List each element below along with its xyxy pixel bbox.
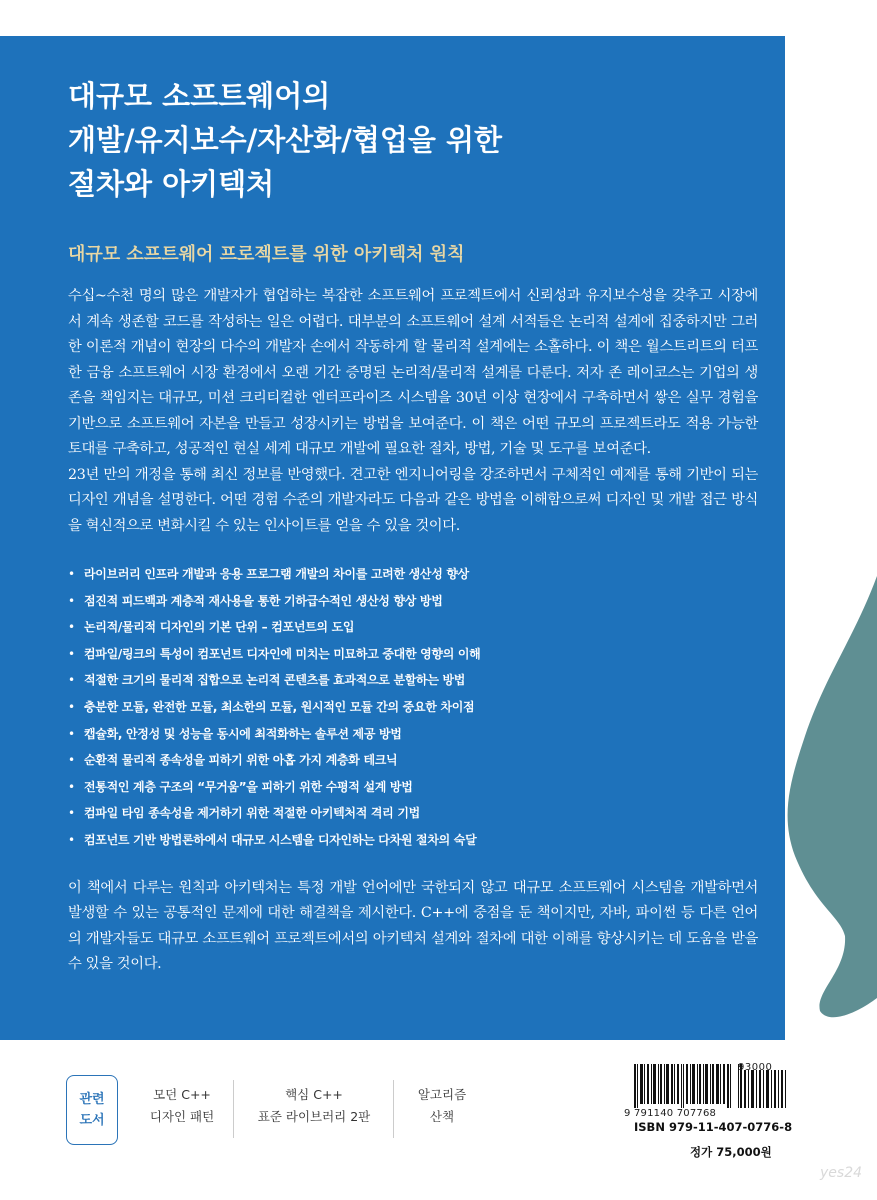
divider bbox=[393, 1080, 394, 1138]
barcode-digits: 9 791140 707768 bbox=[624, 1108, 717, 1119]
related-book[interactable] bbox=[146, 1084, 218, 1128]
closing-paragraph: 이 책에서 다루는 원칙과 아키텍처는 특정 개발 언어에만 국한되지 않고 대규모 소프트웨어 시스템을 개발하면서 발생할 수 있는 공통적인 문제에 대한 해결책을 제시한다. C++에 중점을 둔 책이지만, 자바, 파이썬 등 다른 언어의 개발자들도 대규모 소프트웨어 프로젝트에서의 아키텍처 설계와 절차에 대한 이해를 향상시키는 데 도움을 받을 수 있을 것이다. bbox=[68, 879, 758, 973]
related-book[interactable] bbox=[246, 1084, 382, 1128]
related-book-line: 표준 라이브러리 2판 bbox=[257, 1109, 371, 1124]
feature-item: • 충분한 모듈, 완전한 모듈, 최소한의 모듈, 원시적인 모듈 간의 중요한 차이점 bbox=[68, 694, 758, 721]
feature-item: • 라이브러리 인프라 개발과 응용 프로그램 개발의 차이를 고려한 생산성 향상 bbox=[68, 561, 758, 588]
feature-item: • 순환적 물리적 종속성을 피하기 위한 아홉 가지 계층화 테크닉 bbox=[68, 747, 758, 774]
feature-item: • 점진적 피드백과 계층적 재사용을 통한 기하급수적인 생산성 향상 방법 bbox=[68, 588, 758, 615]
related-books-label bbox=[66, 1075, 118, 1145]
price: 정가 75,000원 bbox=[690, 1145, 772, 1159]
decorative-shape bbox=[785, 36, 877, 1040]
book-title-line: 대규모 소프트웨어의 bbox=[68, 79, 331, 113]
related-book[interactable] bbox=[406, 1084, 478, 1128]
feature-item: • 전통적인 계층 구조의 “무거움”을 피하기 위한 수평적 설계 방법 bbox=[68, 774, 758, 801]
related-book-line: 알고리즘 bbox=[417, 1087, 467, 1102]
book-title-line: 개발/유지보수/자산화/협업을 위한 bbox=[68, 123, 503, 157]
related-book-line: 디자인 패턴 bbox=[149, 1109, 215, 1124]
description bbox=[68, 284, 758, 539]
description-paragraph: 수십~수천 명의 많은 개발자가 협업하는 복잡한 소프트웨어 프로젝트에서 신뢰성과 유지보수성을 갖추고 시장에서 계속 생존할 코드를 작성하는 일은 어렵다. 대부분의 소프트웨어 설계 서적들은 논리적 설계에 집중하지만 그러한 이론적 개념이 현장의 다수의 개발자 손에서 작동하게 할 물리적 설계에는 소홀하다. 이 책은 월스트리트의 터프한 금융 소프트웨어 시장 환경에서 오랜 기간 증명된 논리적/물리적 설계를 다룬다. 저자 존 레이코스는 기업의 생존을 책임지는 대규모, 미션 크리티컬한 엔터프라이즈 시스템을 30년 이상 현장에서 구축하면서 쌓은 실무 경험을 기반으로 소프트웨어 자본을 만들고 성장시키는 방법을 보여준다. 이 책은 어떤 규모의 프로젝트라도 적용 가능한 토대를 구축하고, 성공적인 현실 세계 대규모 개발에 필요한 절차, 방법, 기술 및 도구를 보여준다. bbox=[68, 288, 758, 457]
cover-content bbox=[68, 36, 758, 978]
book-title bbox=[68, 74, 758, 206]
divider bbox=[233, 1080, 234, 1138]
book-subtitle: 대규모 소프트웨어 프로젝트를 위한 아키텍처 원칙 bbox=[68, 244, 465, 265]
description-paragraph: 23년 만의 개정을 통해 최신 정보를 반영했다. 견고한 엔지니어링을 강조하면서 구체적인 예제를 통해 기반이 되는 디자인 개념을 설명한다. 어떤 경험 수준의 개발자라도 다음과 같은 방법을 이해함으로써 디자인 및 개발 접근 방식을 혁신적으로 변화시킬 수 있는 인사이트를 얻을 수 있을 것이다. bbox=[68, 466, 758, 534]
feature-item: • 컴포넌트 기반 방법론하에서 대규모 시스템을 디자인하는 다차원 절차의 숙달 bbox=[68, 827, 758, 854]
feature-item: • 캡슐화, 안정성 및 성능을 동시에 최적화하는 솔루션 제공 방법 bbox=[68, 721, 758, 748]
related-book-line: 산책 bbox=[429, 1109, 455, 1124]
book-title-line: 절차와 아키텍처 bbox=[68, 167, 275, 201]
related-label-line: 관련 bbox=[79, 1092, 105, 1107]
feature-item: • 논리적/물리적 디자인의 기본 단위 – 컴포넌트의 도입 bbox=[68, 614, 758, 641]
isbn: ISBN 979-11-407-0776-8 bbox=[634, 1120, 793, 1134]
related-book-line: 핵심 C++ bbox=[285, 1087, 343, 1102]
feature-list bbox=[68, 561, 758, 854]
barcode-addon: 93000 bbox=[738, 1062, 773, 1073]
feature-item: • 컴파일/링크의 특성이 컴포넌트 디자인에 미치는 미묘하고 중대한 영향의 이해 bbox=[68, 641, 758, 668]
related-label-line: 도서 bbox=[79, 1113, 105, 1128]
decorative-strip bbox=[785, 36, 877, 1040]
feature-item: • 컴파일 타임 종속성을 제거하기 위한 적절한 아키텍처적 격리 기법 bbox=[68, 800, 758, 827]
watermark: yes24 bbox=[820, 1165, 863, 1181]
related-book-line: 모던 C++ bbox=[153, 1087, 211, 1102]
feature-item: • 적절한 크기의 물리적 집합으로 논리적 콘텐츠를 효과적으로 분할하는 방법 bbox=[68, 667, 758, 694]
